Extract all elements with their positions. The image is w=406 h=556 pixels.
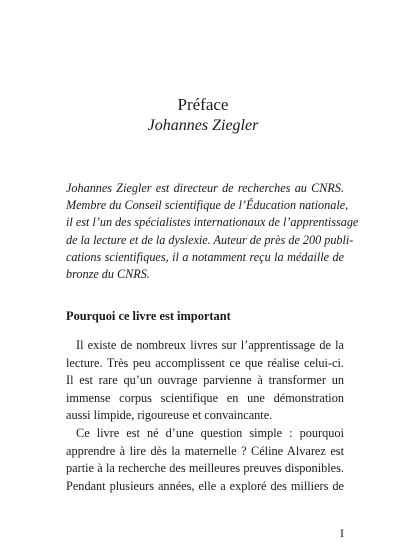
bio-line: il est l’un des spécialistes internationaux de l’apprentissage [66, 215, 359, 230]
body-line: partie à la recherche des meilleures preuves disponibles. [66, 461, 344, 476]
section-heading: Pourquoi ce livre est important [66, 309, 231, 323]
page-number: I [340, 526, 344, 540]
body-line: aussi limpide, rigoureuse et convaincante. [66, 408, 273, 423]
page-title: Préface [177, 95, 229, 114]
body-line: Il est rare qu’un ouvrage parvienne à transformer un [66, 373, 344, 388]
body-line: Pendant plusieurs années, elle a exploré des milliers de [66, 478, 344, 493]
body-line: Ce livre est né d’une question simple : pourquoi [76, 425, 344, 440]
body-line: apprendre à lire dès la maternelle ? Céline Alvarez est [66, 443, 344, 458]
body-line: lecture. Très peu accomplissent ce que réalise celui-ci. [66, 355, 344, 370]
bio-line: bronze du CNRS. [66, 267, 150, 282]
body-line: immense corpus scientifique en une démonstration [66, 390, 344, 405]
bio-line: cations scientifiques, il a notamment reçu la médaille de [66, 249, 344, 264]
author-bio [66, 180, 359, 283]
body-text [66, 337, 344, 495]
body-line: Il existe de nombreux livres sur l’apprentissage de la [76, 338, 344, 352]
bio-line: Johannes Ziegler est directeur de recherches au CNRS. [66, 181, 344, 195]
preface-author: Johannes Ziegler [147, 117, 259, 134]
bio-line: Membre du Conseil scientifique de l’Éducation nationale, [66, 198, 349, 213]
bio-line: de la lecture et de la dyslexie. Auteur de près de 200 publi- [66, 232, 354, 247]
